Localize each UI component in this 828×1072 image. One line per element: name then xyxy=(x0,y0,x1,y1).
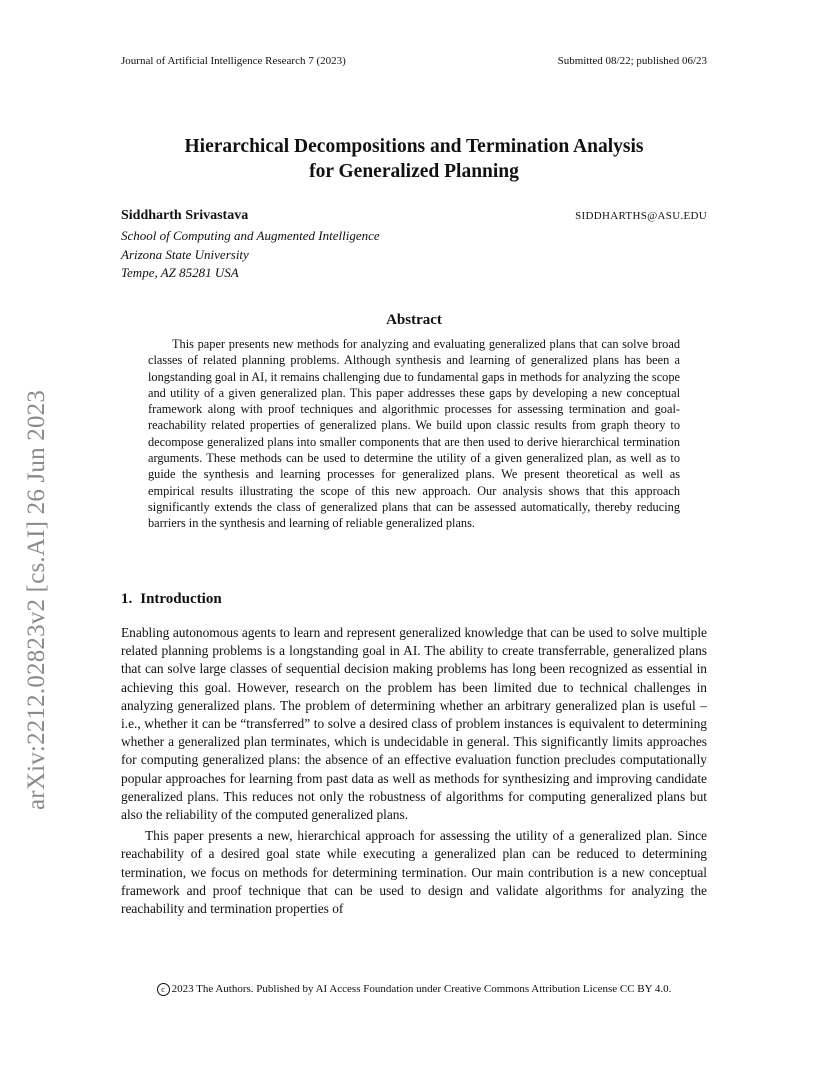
section-number: 1. xyxy=(121,591,133,607)
footer-text: 2023 The Authors. Published by AI Access Foundation under Creative Commons Attribution License CC BY 4.0. xyxy=(171,983,672,995)
journal-citation: Journal of Artificial Intelligence Research 7 (2023) xyxy=(121,55,346,67)
section-heading xyxy=(121,591,222,608)
affiliation-line: Tempe, AZ 85281 USA xyxy=(121,265,239,280)
paper-title xyxy=(121,134,707,184)
author-affiliation xyxy=(121,227,380,283)
author-email: SIDDHARTHS@ASU.EDU xyxy=(575,210,707,222)
author-block xyxy=(121,208,707,224)
abstract-text: This paper presents new methods for analyzing and evaluating generalized plans that can solve broad classes of related planning problems. Although synthesis and learning of generalized plans has been a longstanding goal in AI, it remains challenging due to fundamental gaps in methods for analyzing the scope and utility of a given generalized plan. This paper addresses these gaps by developing a new conceptual framework along with proof techniques and algorithmic processes for assessing termination and goal-reachability related properties of generalized plans. We build upon classic results from graph theory to decompose generalized plans into smaller components that are then used to derive hierarchical termination arguments. These methods can be used to determine the utility of a given generalized plan, as well as to guide the synthesis and learning processes for generalized plans. We present theoretical as well as empirical results illustrating the scope of this new approach. Our analysis shows that this approach significantly extends the class of generalized plans that can be assessed automatically, thereby reducing barriers in the synthesis and learning of reliable generalized plans. xyxy=(148,337,680,531)
title-line-2: for Generalized Planning xyxy=(309,161,519,182)
affiliation-line: Arizona State University xyxy=(121,246,249,262)
body-paragraph: Enabling autonomous agents to learn and represent generalized knowledge that can be used to solve multiple related planning problems is a longstanding goal in AI. The ability to create transferrable, generalized plans that can solve large classes of sequential decision making problems has long been recognized as essential in achieving this goal. However, research on the problem has been limited due to technical challenges in analyzing generalized plans. The problem of determining whether an arbitrary generalized plan is useful – i.e., whether it can be “transferred” to solve a desired class of problem instances is equivalent to determining whether a generalized plan terminates, which is undecidable in general. This significantly limits approaches for computing generalized plans: the absence of an effective evaluation function precludes computationally popular approaches for learning from past data as well as methods for synthesizing and improving candidate generalized plans. This reduces not only the robustness of algorithms for computing generalized plans but also the reliability of the computed generalized plans. xyxy=(121,625,707,823)
title-line-1: Hierarchical Decompositions and Termination Analysis xyxy=(184,136,644,157)
author-name: Siddharth Srivastava xyxy=(121,208,249,223)
copyright-icon: c xyxy=(157,983,170,996)
copyright-footer xyxy=(121,983,707,996)
section-body xyxy=(121,624,707,918)
abstract-heading: Abstract xyxy=(386,312,442,328)
submission-dates: Submitted 08/22; published 06/23 xyxy=(557,55,707,67)
affiliation-line: School of Computing and Augmented Intelligence xyxy=(121,228,380,243)
section-title: Introduction xyxy=(140,591,222,607)
body-paragraph: This paper presents a new, hierarchical approach for assessing the utility of a generalized plan. Since reachability of a desired goal state while executing a generalized plan can be reduced to determining termination, we focus on methods for determining termination. Our main contribution is a new conceptual framework and proof technique that can be used to design and validate algorithms for analyzing the reachability and termination properties of xyxy=(121,828,707,917)
arxiv-identifier: arXiv:2212.02823v2 [cs.AI] 26 Jun 2023 xyxy=(23,389,50,810)
running-header xyxy=(121,54,707,68)
